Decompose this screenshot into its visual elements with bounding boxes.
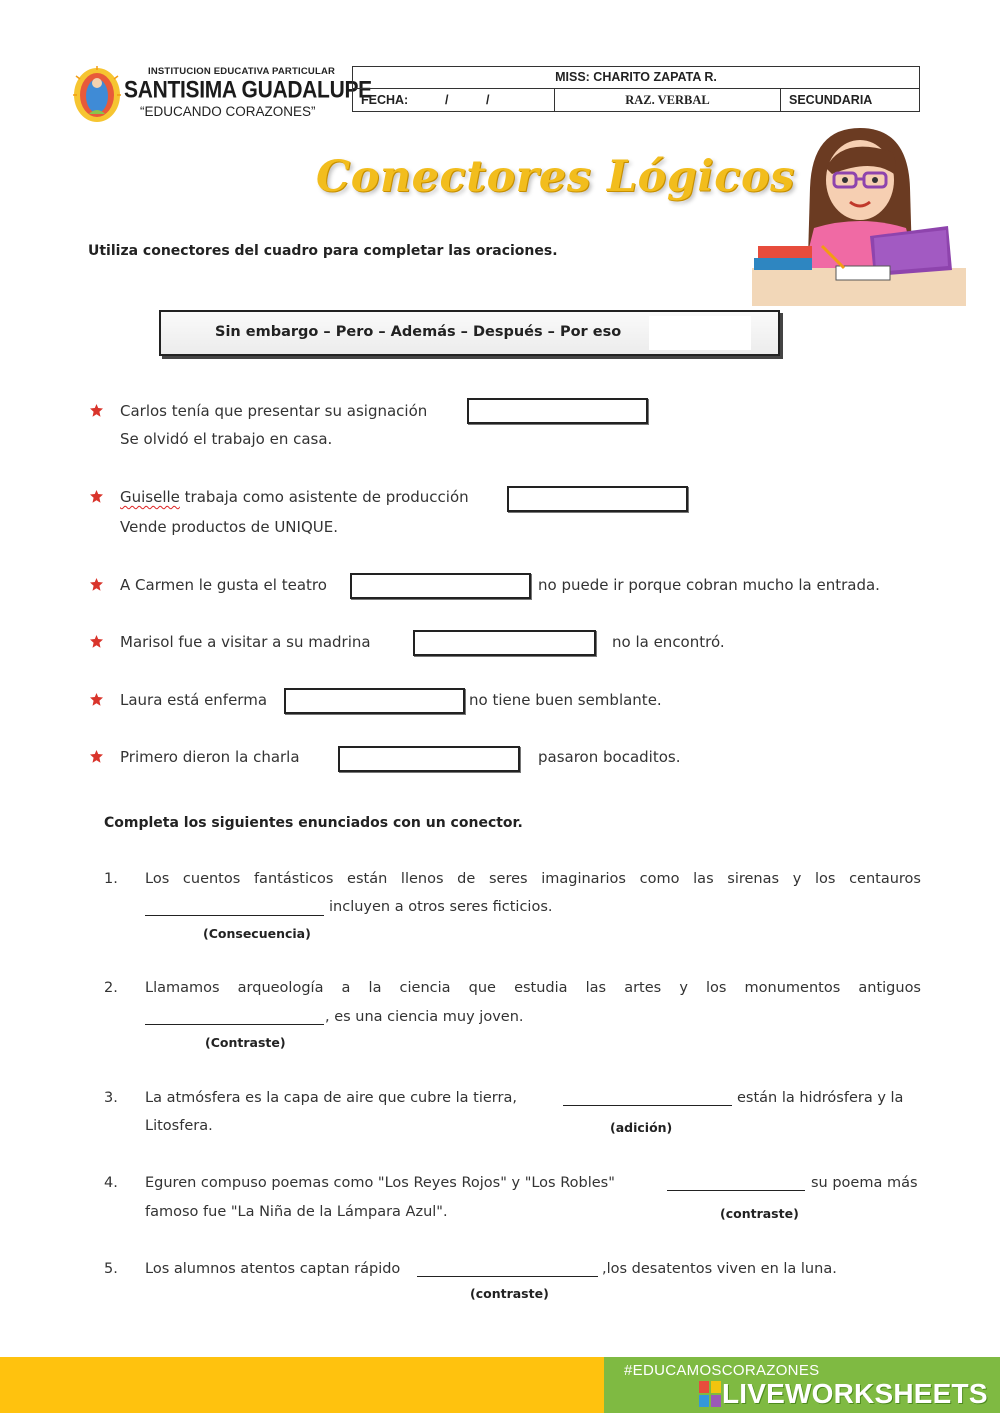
item-number: 3. bbox=[104, 1090, 118, 1106]
date-separator: / bbox=[486, 93, 490, 107]
answer-box-3[interactable] bbox=[350, 573, 531, 599]
header-info-table bbox=[352, 66, 920, 112]
n2-hint: (Contraste) bbox=[205, 1035, 286, 1050]
n4-answer-line[interactable] bbox=[667, 1190, 805, 1191]
item-number: 4. bbox=[104, 1175, 118, 1191]
item-5-before: Laura está enferma bbox=[120, 691, 268, 709]
n4-line-2: famoso fue "La Niña de la Lámpara Azul". bbox=[145, 1204, 448, 1220]
answer-box-5[interactable] bbox=[284, 688, 465, 714]
n3-line-2: Litosfera. bbox=[145, 1118, 213, 1134]
n1-answer-line[interactable] bbox=[145, 915, 324, 916]
item-number: 1. bbox=[104, 871, 118, 887]
footer-yellow-band bbox=[0, 1357, 604, 1413]
n1-line-2: incluyen a otros seres ficticios. bbox=[329, 899, 553, 915]
liveworksheets-logo-icon bbox=[699, 1381, 721, 1407]
item-6-before: Primero dieron la charla bbox=[120, 748, 300, 766]
n3-hint: (adición) bbox=[610, 1120, 673, 1135]
n3-line-1-before: La atmósfera es la capa de aire que cubre la tierra, bbox=[145, 1090, 517, 1106]
bullet-icon bbox=[90, 578, 103, 591]
n2-answer-line[interactable] bbox=[145, 1024, 324, 1025]
footer-hashtag: #EDUCAMOSCORAZONES bbox=[624, 1362, 820, 1379]
footer-banner bbox=[0, 1357, 1000, 1413]
bullet-icon bbox=[90, 490, 103, 503]
n1-hint: (Consecuencia) bbox=[203, 926, 311, 941]
instruction-1: Utiliza conectores del cuadro para completar las oraciones. bbox=[88, 243, 558, 259]
date-separator: / bbox=[445, 93, 449, 107]
answer-box-1[interactable] bbox=[467, 398, 648, 424]
word-bank-text: Sin embargo – Pero – Además – Después – Por eso bbox=[215, 324, 622, 340]
page-title: Conectores Lógicos bbox=[316, 152, 795, 202]
footer-brand: LIVEWORKSHEETS bbox=[722, 1378, 988, 1409]
n3-line-1-after: están la hidrósfera y la bbox=[737, 1090, 904, 1106]
item-1-line-2: Se olvidó el trabajo en casa. bbox=[120, 430, 333, 448]
item-3-after: no puede ir porque cobran mucho la entrada. bbox=[538, 576, 880, 594]
item-1-line-1: Carlos tenía que presentar su asignación bbox=[120, 402, 428, 420]
n2-line-2: , es una ciencia muy joven. bbox=[325, 1009, 524, 1025]
n5-hint: (contraste) bbox=[470, 1286, 549, 1301]
bullet-icon bbox=[90, 693, 103, 706]
item-number: 5. bbox=[104, 1261, 118, 1277]
n4-hint: (contraste) bbox=[720, 1206, 799, 1221]
school-name: SANTISIMA GUADALUPE bbox=[124, 77, 372, 104]
answer-box-2[interactable] bbox=[507, 486, 688, 512]
date-label: FECHA: bbox=[361, 93, 409, 107]
bullet-icon bbox=[90, 404, 103, 417]
school-motto: “EDUCANDO CORAZONES” bbox=[140, 104, 316, 119]
item-3-before: A Carmen le gusta el teatro bbox=[120, 576, 327, 594]
item-5-after: no tiene buen semblante. bbox=[469, 691, 662, 709]
school-logo-icon bbox=[72, 66, 122, 124]
n1-line-1: Los cuentos fantásticos están llenos de seres imaginarios como las sirenas y los centauros bbox=[145, 871, 921, 887]
item-4-before: Marisol fue a visitar a su madrina bbox=[120, 633, 371, 651]
n5-answer-line[interactable] bbox=[417, 1276, 598, 1277]
item-2-line-1 bbox=[120, 488, 469, 506]
subject-cell: RAZ. VERBAL bbox=[555, 89, 781, 111]
institution-label: INSTITUCION EDUCATIVA PARTICULAR bbox=[148, 66, 336, 77]
teacher-name: MISS: CHARITO ZAPATA R. bbox=[353, 67, 919, 89]
instruction-2: Completa los siguientes enunciados con un conector. bbox=[104, 815, 523, 831]
answer-box-6[interactable] bbox=[338, 746, 520, 772]
bullet-icon bbox=[90, 635, 103, 648]
date-cell bbox=[353, 89, 555, 111]
item-6-after: pasaron bocaditos. bbox=[538, 748, 681, 766]
n5-before: Los alumnos atentos captan rápido bbox=[145, 1261, 401, 1277]
item-2-line-2: Vende productos de UNIQUE. bbox=[120, 518, 338, 536]
bullet-icon bbox=[90, 750, 103, 763]
n4-line-1-before: Eguren compuso poemas como "Los Reyes Rojos" y "Los Robles" bbox=[145, 1175, 615, 1191]
word-bank-box bbox=[159, 310, 780, 356]
n5-after: ,los desatentos viven en la luna. bbox=[602, 1261, 837, 1277]
word-bank-blank bbox=[649, 316, 751, 350]
answer-box-4[interactable] bbox=[413, 630, 596, 656]
n3-answer-line[interactable] bbox=[563, 1105, 732, 1106]
n2-line-1: Llamamos arqueología a la ciencia que estudia las artes y los monumentos antiguos bbox=[145, 980, 921, 996]
item-number: 2. bbox=[104, 980, 118, 996]
n4-line-1-after: su poema más bbox=[811, 1175, 918, 1191]
teacher-illustration-icon bbox=[752, 118, 966, 306]
level-cell: SECUNDARIA bbox=[789, 93, 873, 107]
item-4-after: no la encontró. bbox=[612, 633, 725, 651]
item-2-name: Guiselle bbox=[120, 488, 180, 506]
item-2-rest: trabaja como asistente de producción bbox=[179, 488, 469, 506]
